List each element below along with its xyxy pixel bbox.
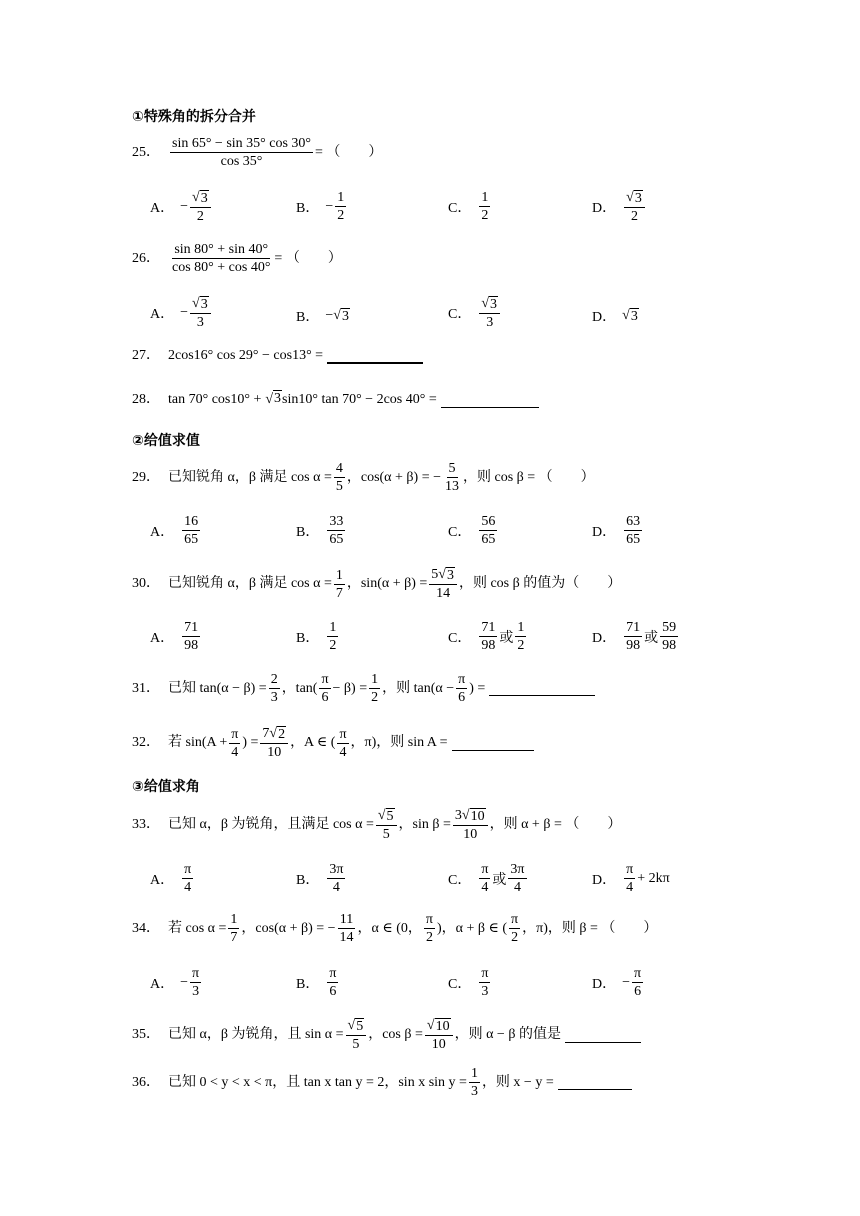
fraction [170, 242, 272, 276]
denominator: 2 [511, 930, 519, 946]
option-label: A． [150, 524, 175, 540]
question-text: ，tan( [281, 680, 318, 696]
fraction [334, 461, 345, 495]
radicand: 3 [200, 191, 208, 206]
option-label: D． [592, 976, 617, 992]
denominator: 4 [339, 744, 347, 760]
expression-part: tan 70° cos10° + [168, 392, 262, 407]
question-text: ，则 α − β 的值是 [454, 1027, 561, 1043]
fraction [424, 912, 435, 946]
radicand: 3 [490, 297, 498, 312]
numerator: 1 [479, 190, 490, 207]
fraction: 3 √ 10 10 [453, 808, 488, 843]
numerator: π [319, 672, 330, 689]
option-d[interactable] [592, 620, 680, 654]
answer-blank[interactable] [489, 681, 595, 696]
fraction [632, 966, 643, 1000]
question-text: ，则 α + β = （ ） [489, 817, 622, 833]
section-heading-3: ③给值求角 [132, 779, 200, 795]
question-text: ，则 tan(α − [382, 680, 455, 696]
coefficient: 5 [431, 567, 439, 582]
option-label: D． [592, 524, 617, 540]
denominator: 7 [335, 585, 343, 601]
question-number: 36． [132, 1074, 160, 1090]
radicand: 3 [634, 191, 642, 206]
question-text: ，α ∈ (0， [357, 920, 422, 936]
denominator: 98 [481, 638, 496, 654]
numerator: π [479, 862, 490, 879]
question-number: 35． [132, 1027, 160, 1043]
radicand: 3 [200, 297, 208, 312]
fraction [170, 136, 313, 170]
numerator: 71 [624, 620, 642, 637]
denominator: 5 [335, 479, 343, 495]
question-text: − β) = [332, 680, 368, 696]
question-text: 已知 0 < y < x < π，且 tan x tan y = 2，sin x sin y = [168, 1074, 467, 1090]
numerator: π [632, 966, 643, 983]
fraction [456, 672, 467, 706]
coefficient: 3 [454, 808, 462, 823]
denominator: 65 [329, 532, 344, 548]
question-27 [132, 346, 423, 366]
answer-blank[interactable] [441, 393, 539, 408]
option-label: B． [296, 630, 320, 646]
question-text: ，则 cos β 的值为（ ） [458, 576, 622, 592]
denominator: 3 [192, 984, 200, 1000]
numerator: π [456, 672, 467, 689]
question-31 [132, 672, 595, 706]
option-label: A． [150, 201, 175, 217]
minus-sign: − [180, 199, 189, 215]
option-label: B． [296, 310, 320, 325]
question-number: 33． [132, 817, 160, 833]
denominator: 98 [662, 638, 677, 654]
option-d[interactable] [592, 190, 647, 225]
fraction [335, 190, 346, 224]
question-text: 已知 tan(α − β) = [168, 680, 267, 696]
option-c[interactable] [448, 620, 528, 654]
fraction [479, 190, 490, 224]
question-29 [132, 461, 595, 495]
question-text: ，A ∈ ( [290, 735, 336, 751]
question-number: 31． [132, 680, 160, 696]
denominator: 2 [196, 209, 204, 225]
option-label: C． [448, 630, 472, 646]
fraction [327, 862, 345, 896]
option-label: C． [448, 872, 472, 888]
option-label: A． [150, 872, 175, 888]
question-text: ) = [242, 735, 259, 751]
fraction [334, 568, 345, 602]
numerator: sin 80° + sin 40° [172, 242, 270, 259]
denominator: 65 [626, 532, 641, 548]
fraction [624, 514, 642, 548]
denominator: 2 [481, 208, 489, 224]
answer-blank[interactable] [327, 348, 423, 364]
denominator: 2 [329, 638, 337, 654]
numerator: 33 [327, 514, 345, 531]
fraction: 7 √ 2 10 [260, 726, 288, 761]
fraction [469, 1066, 480, 1100]
question-28: 28． tan 70° cos10° + √ 3 sin10° tan 70° − 2cos 40° = [132, 390, 539, 410]
question-number: 28． [132, 392, 160, 407]
minus-sign: − [325, 308, 334, 323]
radicand: 10 [435, 1019, 450, 1034]
denominator: 65 [184, 532, 199, 548]
fraction [509, 912, 520, 946]
numerator: 1 [327, 620, 338, 637]
question-text: ，则 x − y = [481, 1074, 554, 1090]
fraction [479, 862, 490, 896]
answer-blank[interactable] [565, 1028, 641, 1043]
denominator: 4 [481, 880, 489, 896]
question-tail: = （ ） [315, 144, 383, 160]
question-number: 32． [132, 735, 160, 751]
expression: 2cos16° cos 29° − cos13° = [168, 348, 324, 363]
option-label: B． [296, 200, 320, 216]
option-label: A． [150, 976, 175, 992]
minus-sign: − [180, 305, 189, 321]
numerator: 56 [479, 514, 497, 531]
section-heading-2: ②给值求值 [132, 433, 200, 449]
question-text: 已知 α，β 为锐角，且 sin α = [168, 1027, 344, 1043]
denominator: 14 [339, 930, 354, 946]
numerator: π [327, 966, 338, 983]
expression-part: sin10° tan 70° − 2cos 40° = [282, 392, 437, 407]
fraction [327, 620, 338, 654]
numerator: 2 [269, 672, 280, 689]
denominator: 4 [332, 880, 340, 896]
option-label: D． [592, 201, 617, 217]
fraction [182, 620, 200, 654]
numerator: 1 [369, 672, 380, 689]
radicand: 5 [356, 1019, 364, 1034]
question-33 [132, 808, 621, 843]
option-b[interactable] [296, 514, 347, 548]
option-label: D． [592, 310, 617, 325]
question-number: 30． [132, 576, 160, 592]
numerator: 4 [334, 461, 345, 478]
numerator: 1 [515, 620, 526, 637]
denominator: 98 [184, 638, 199, 654]
denominator: 6 [634, 984, 642, 1000]
denominator: 3 [196, 315, 204, 331]
option-a[interactable] [150, 190, 213, 225]
question-text: 已知 α，β 为锐角，且满足 cos α = [168, 817, 374, 833]
denominator: 2 [337, 208, 345, 224]
fraction [228, 912, 239, 946]
question-text: ) = [469, 680, 486, 696]
fraction: √ 3 2 [624, 190, 645, 225]
minus-sign: − [325, 198, 334, 214]
question-36 [132, 1066, 632, 1100]
fraction [338, 912, 356, 946]
question-35 [132, 1018, 641, 1053]
numerator: π [337, 727, 348, 744]
question-text: )，α + β ∈ ( [437, 920, 508, 936]
numerator: π [229, 727, 240, 744]
denominator: 3 [486, 315, 494, 331]
numerator: π [479, 966, 490, 983]
or-word: 或 [644, 630, 659, 646]
denominator: 5 [352, 1037, 360, 1053]
question-text: 已知锐角 α，β 满足 cos α = [168, 469, 332, 485]
option-label: C． [448, 976, 472, 992]
numerator: 5 [447, 461, 458, 478]
numerator: 1 [228, 912, 239, 929]
denominator: 7 [230, 930, 238, 946]
question-text: 若 cos α = [168, 920, 227, 936]
radicand: 3 [274, 391, 282, 406]
fraction [515, 620, 526, 654]
minus-sign: − [622, 974, 631, 990]
radicand: 3 [341, 308, 349, 324]
question-text: ，sin(α + β) = [346, 576, 428, 592]
option-b[interactable] [296, 966, 340, 1000]
fraction [660, 620, 678, 654]
denominator: 2 [371, 690, 379, 706]
numerator: 1 [469, 1066, 480, 1083]
question-text: ，cos(α + β) = − [346, 469, 441, 485]
radicand: 3 [630, 308, 638, 324]
fraction [443, 461, 461, 495]
fraction: √ 3 2 [190, 190, 211, 225]
numerator: 3π [327, 862, 345, 879]
denominator: 4 [231, 744, 239, 760]
fraction [269, 672, 280, 706]
radicand: 10 [470, 809, 485, 824]
fraction: 5 √ 3 14 [429, 567, 457, 602]
fraction [327, 966, 338, 1000]
option-label: B． [296, 976, 320, 992]
question-32 [132, 726, 534, 761]
denominator: 2 [630, 209, 638, 225]
question-number: 27． [132, 348, 160, 363]
option-label: C． [448, 307, 472, 323]
denominator: 14 [436, 586, 451, 602]
fraction [479, 514, 497, 548]
numerator: 1 [334, 568, 345, 585]
numerator: 16 [182, 514, 200, 531]
option-d[interactable] [592, 514, 644, 548]
option-a[interactable] [150, 620, 202, 654]
or-word: 或 [492, 872, 507, 888]
option-c[interactable] [448, 296, 502, 331]
question-text: ，π)，则 sin A = [350, 735, 448, 751]
numerator: 1 [335, 190, 346, 207]
fraction [479, 966, 490, 1000]
numerator: π [624, 862, 635, 879]
numerator: 71 [182, 620, 200, 637]
option-label: D． [592, 630, 617, 646]
denominator: 2 [425, 930, 433, 946]
option-a[interactable] [150, 296, 213, 331]
denominator: 4 [626, 880, 634, 896]
option-label: C． [448, 524, 472, 540]
or-word: 或 [499, 630, 514, 646]
fraction: √ 3 3 [190, 296, 211, 331]
question-30 [132, 567, 621, 602]
question-26 [132, 242, 342, 276]
numerator: 71 [479, 620, 497, 637]
numerator: 63 [624, 514, 642, 531]
fraction [624, 862, 635, 896]
option-label: A． [150, 630, 175, 646]
fraction [229, 727, 240, 761]
question-text: ，cos β = [368, 1027, 423, 1043]
minus-sign: − [180, 974, 189, 990]
denominator: 10 [463, 827, 478, 843]
fraction: √ 3 3 [479, 296, 500, 331]
numerator: π [182, 862, 193, 879]
fraction: √ 5 5 [346, 1018, 367, 1053]
question-text: ，cos(α + β) = − [241, 920, 336, 936]
denominator: 5 [382, 827, 390, 843]
option-b[interactable] [296, 862, 347, 896]
option-label: A． [150, 307, 175, 323]
question-text: ，则 cos β = （ ） [463, 469, 595, 485]
question-text: 若 sin(A + [168, 735, 228, 751]
denominator: 3 [470, 1084, 478, 1100]
option-label: C． [448, 200, 472, 216]
answer-blank[interactable] [452, 736, 534, 751]
denominator: 6 [458, 690, 466, 706]
question-34 [132, 912, 657, 946]
fraction [182, 514, 200, 548]
numerator: π [509, 912, 520, 929]
numerator: π [424, 912, 435, 929]
option-a[interactable] [150, 514, 202, 548]
radicand: 2 [278, 727, 286, 742]
denominator: 98 [626, 638, 641, 654]
denominator: cos 80° + cos 40° [172, 260, 271, 276]
option-label: B． [296, 872, 320, 888]
denominator: 10 [267, 745, 282, 761]
question-25 [132, 136, 382, 170]
radicand: 3 [446, 568, 454, 583]
denominator: 3 [481, 984, 489, 1000]
fraction [369, 672, 380, 706]
fraction [508, 862, 526, 896]
option-d[interactable] [592, 862, 670, 896]
section-heading-1: ①特殊角的拆分合并 [132, 109, 256, 125]
option-a[interactable] [150, 862, 195, 896]
fraction [479, 620, 497, 654]
coefficient: 7 [262, 726, 270, 741]
denominator: 4 [184, 880, 192, 896]
denominator: 13 [445, 479, 459, 495]
option-b[interactable] [296, 190, 348, 224]
denominator: 3 [270, 690, 278, 706]
numerator: π [190, 966, 201, 983]
option-label: B． [296, 524, 320, 540]
denominator: 10 [431, 1037, 446, 1053]
numerator: 59 [660, 620, 678, 637]
fraction [327, 514, 345, 548]
answer-blank[interactable] [558, 1075, 632, 1090]
fraction [337, 727, 348, 761]
denominator: 65 [481, 532, 496, 548]
option-text: + 2kπ [637, 870, 670, 886]
denominator: 2 [517, 638, 525, 654]
option-d[interactable]: D． √ 3 [592, 307, 638, 325]
question-number: 34． [132, 920, 160, 936]
option-a[interactable] [150, 966, 203, 1000]
option-d[interactable] [592, 966, 645, 1000]
option-b[interactable] [296, 620, 340, 654]
option-c[interactable] [448, 862, 529, 896]
denominator: cos 35° [220, 154, 263, 170]
question-number: 25． [132, 144, 160, 160]
question-number: 26． [132, 250, 160, 266]
option-b[interactable]: B． − √ 3 [296, 307, 349, 325]
option-c[interactable] [448, 514, 499, 548]
fraction [624, 620, 642, 654]
fraction [182, 862, 193, 896]
question-text: ，π)，则 β = （ ） [522, 920, 658, 936]
option-label: D． [592, 872, 617, 888]
question-tail: = （ ） [274, 250, 342, 266]
numerator: 3π [508, 862, 526, 879]
question-number: 29． [132, 469, 160, 485]
option-c[interactable] [448, 966, 492, 1000]
question-text: ，sin β = [398, 817, 451, 833]
option-c[interactable] [448, 190, 492, 224]
numerator: 11 [338, 912, 355, 929]
denominator: 4 [513, 880, 521, 896]
numerator: sin 65° − sin 35° cos 30° [170, 136, 313, 153]
radicand: 5 [386, 809, 394, 824]
fraction: √ 10 10 [425, 1018, 453, 1053]
denominator: 6 [321, 690, 329, 706]
question-text: 已知锐角 α，β 满足 cos α = [168, 576, 332, 592]
fraction [319, 672, 330, 706]
denominator: 6 [329, 984, 337, 1000]
fraction: √ 5 5 [376, 808, 397, 843]
fraction [190, 966, 201, 1000]
